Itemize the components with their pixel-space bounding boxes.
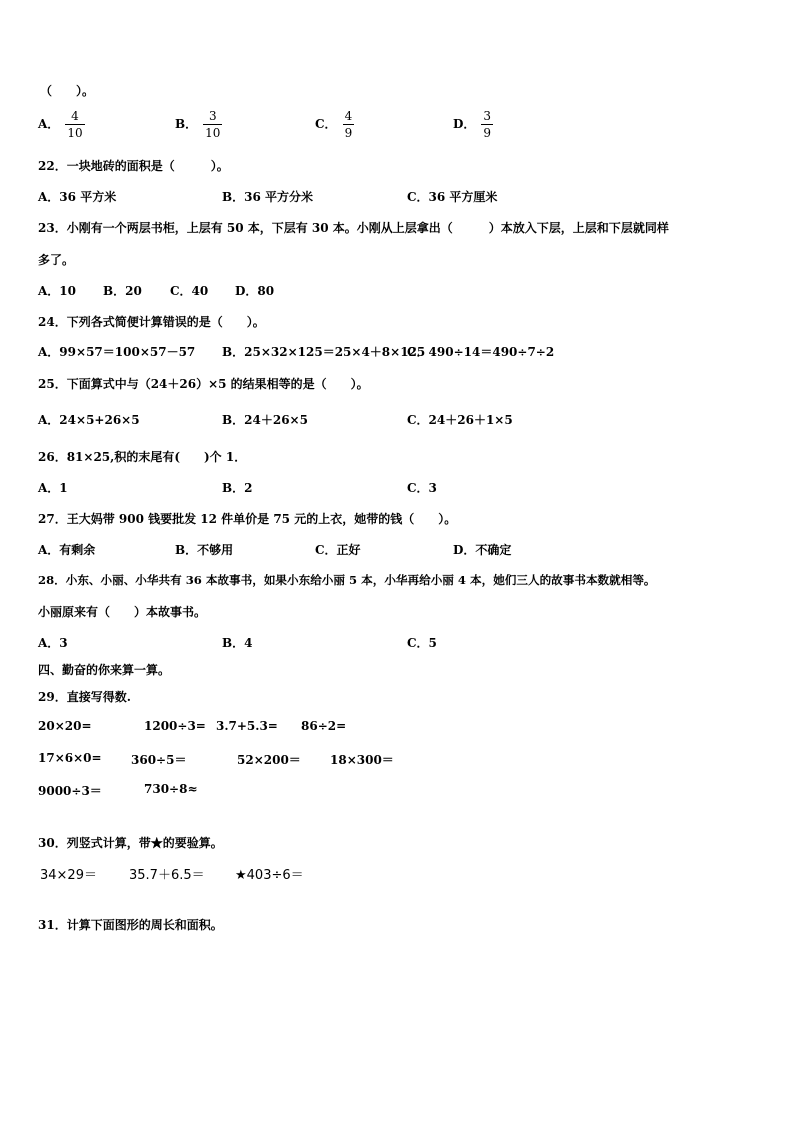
q29-calc: 17×6×0= — [38, 751, 102, 765]
q23-option-c[interactable]: C．40 — [170, 284, 209, 298]
q31-text: 31．计算下面图形的周长和面积。 — [38, 918, 223, 932]
q29-calc: 360÷5＝ — [131, 753, 187, 767]
fraction: $\frac{3}{9}$ — [483, 109, 492, 140]
q26-option-c[interactable]: C．3 — [407, 481, 437, 495]
option-letter: D． — [453, 117, 476, 131]
q27-option-b[interactable]: B．不够用 — [175, 543, 234, 557]
option-letter: A． — [38, 117, 60, 131]
q23-option-d[interactable]: D．80 — [235, 284, 275, 298]
q22-option-c[interactable]: C．36 平方厘米 — [407, 190, 498, 204]
q22-option-b[interactable]: B．36 平方分米 — [222, 190, 314, 204]
q29-calc: 86÷2= — [301, 719, 347, 733]
q27-text: 27．王大妈带 900 钱要批发 12 件单价是 75 元的上衣，她带的钱（ ）。 — [38, 512, 457, 526]
q27-option-a[interactable]: A．有剩余 — [38, 543, 96, 557]
q30-calc: 35.7＋6.5＝ — [129, 868, 205, 883]
q26-text: 26．81×25,积的末尾有( )个 1． — [38, 450, 247, 464]
q28-option-b[interactable]: B．4 — [222, 636, 253, 650]
q26-option-b[interactable]: B．2 — [222, 481, 253, 495]
q30-text: 30．列竖式计算，带★的要验算。 — [38, 836, 223, 850]
q21-option-a[interactable] — [38, 108, 85, 141]
q29-calc: 52×200＝ — [237, 753, 301, 767]
q21-tail: （ ）。 — [40, 84, 95, 98]
fraction: $\frac{4}{9}$ — [344, 109, 353, 140]
q21-option-b[interactable] — [175, 108, 222, 141]
q28-text-line1: 28．小东、小丽、小华共有 36 本故事书，如果小东给小丽 5 本，小华再给小丽 4 本，她们三人的故事书本数就相等。 — [38, 573, 656, 587]
q24-text: 24．下列各式简便计算错误的是（ ）。 — [38, 315, 265, 329]
q25-option-b[interactable]: B．24＋26×5 — [222, 413, 308, 427]
q30-calc: ★403÷6＝ — [235, 868, 304, 883]
q29-calc: 18×300＝ — [330, 753, 394, 767]
section-title: 四、勤奋的你来算一算。 — [38, 663, 171, 677]
fraction: $\frac{4}{10}$ — [67, 109, 83, 140]
q30-calc: 34×29＝ — [40, 868, 97, 883]
q24-option-b[interactable]: B．25×32×125＝25×4＋8×125 — [222, 345, 426, 359]
q22-option-a[interactable]: A．36 平方米 — [38, 190, 117, 204]
q24-option-a[interactable]: A．99×57＝100×57－57 — [38, 345, 196, 359]
q21-option-c[interactable] — [315, 108, 354, 141]
q21-option-d[interactable] — [453, 108, 493, 141]
q23-text-line2: 多了。 — [38, 253, 75, 267]
q27-option-d[interactable]: D．不确定 — [453, 543, 512, 557]
q29-calc: 3.7+5.3= — [216, 719, 278, 733]
q27-option-c[interactable]: C．正好 — [315, 543, 361, 557]
q28-option-c[interactable]: C．5 — [407, 636, 437, 650]
option-letter: B． — [175, 117, 198, 131]
q22-text: 22．一块地砖的面积是（ ）。 — [38, 159, 229, 173]
q23-text-line1: 23．小刚有一个两层书柜，上层有 50 本，下层有 30 本。小刚从上层拿出（ ）本放入下层，上层和下层就同样 — [38, 221, 669, 235]
q25-option-a[interactable]: A．24×5+26×5 — [38, 413, 140, 427]
q29-text: 29．直接写得数. — [38, 690, 131, 704]
q25-option-c[interactable]: C．24＋26＋1×5 — [407, 413, 513, 427]
q25-text: 25．下面算式中与（24＋26）×5 的结果相等的是（ ）。 — [38, 377, 369, 391]
q24-option-c[interactable]: C．490÷14＝490÷7÷2 — [407, 345, 555, 359]
q23-option-b[interactable]: B．20 — [103, 284, 142, 298]
q28-text-line2: 小丽原来有（ ）本故事书。 — [38, 605, 207, 619]
q26-option-a[interactable]: A．1 — [38, 481, 68, 495]
q29-calc: 1200÷3= — [144, 719, 206, 733]
q29-calc: 9000÷3＝ — [38, 784, 102, 798]
q28-option-a[interactable]: A．3 — [38, 636, 68, 650]
option-letter: C． — [315, 117, 337, 131]
fraction: $\frac{3}{10}$ — [205, 109, 221, 140]
q29-calc: 730÷8≈ — [144, 782, 198, 796]
q29-calc: 20×20= — [38, 719, 92, 733]
q23-option-a[interactable]: A．10 — [38, 284, 77, 298]
